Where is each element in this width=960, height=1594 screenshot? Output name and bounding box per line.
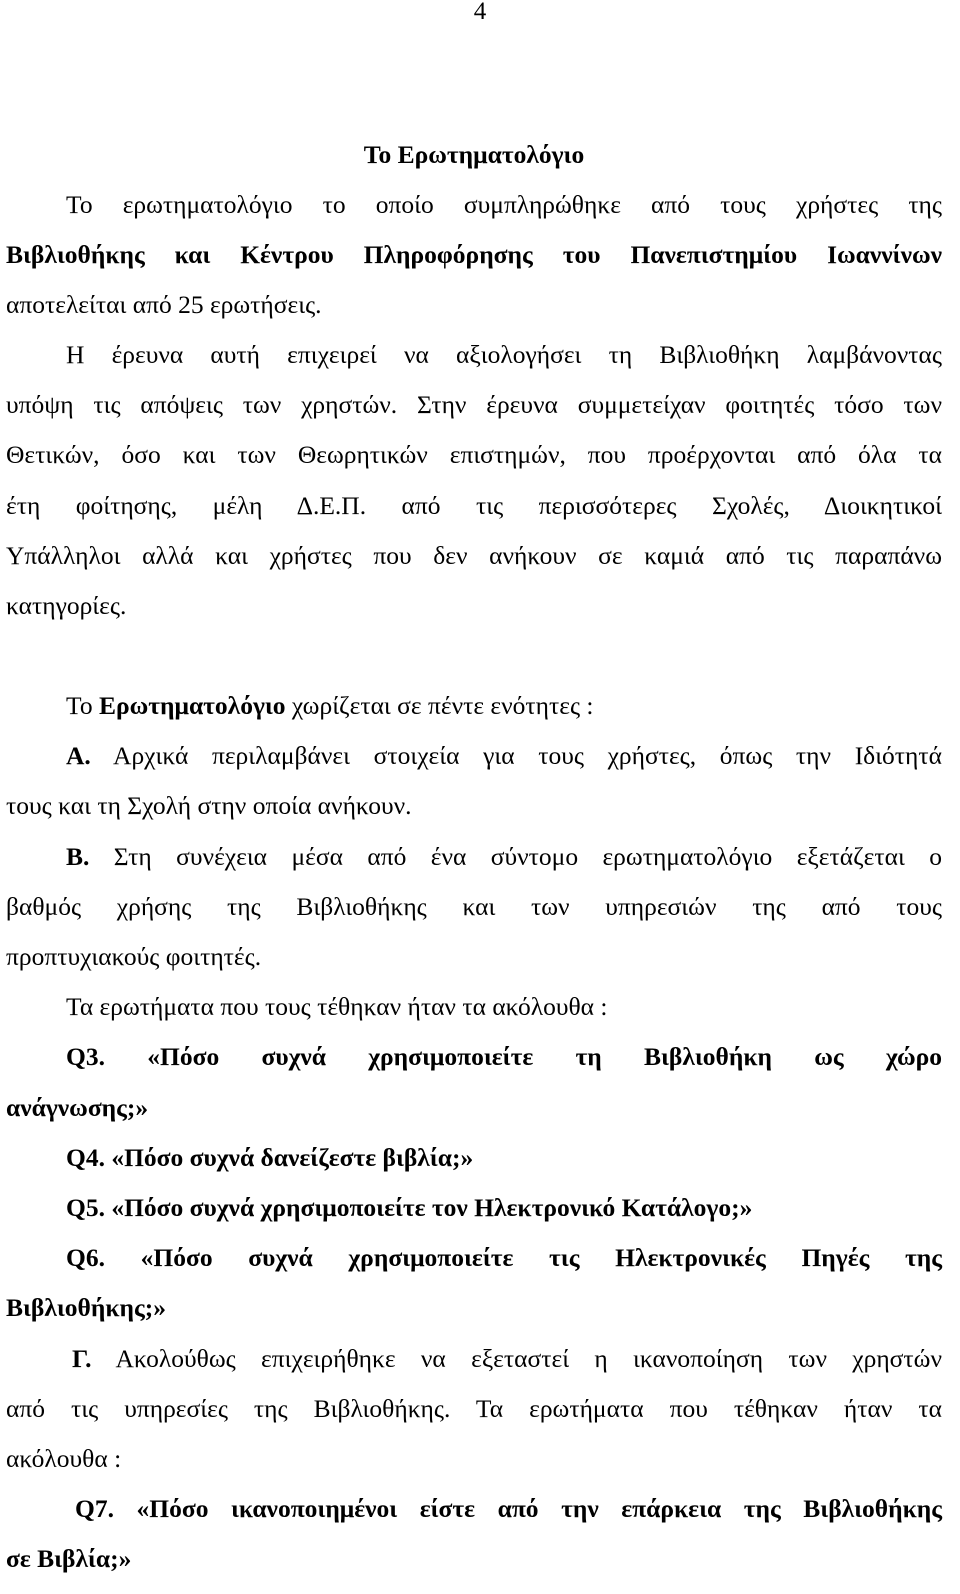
paragraph-line: Η έρευνα αυτή επιχειρεί να αξιολογήσει τη Βιβλιοθήκη λαμβάνοντας bbox=[66, 340, 942, 369]
question-q6: Q6. «Πόσο συχνά χρησιμοποιείτε τις Ηλεκτρονικές Πηγές της bbox=[66, 1243, 942, 1272]
paragraph-line: αποτελείται από 25 ερωτήσεις. bbox=[6, 290, 322, 319]
paragraph-line: προπτυχιακούς φοιτητές. bbox=[6, 942, 262, 971]
question-q7: Q7. «Πόσο ικανοποιημένοι είστε από την επάρκεια της Βιβλιοθήκης bbox=[75, 1494, 942, 1523]
paragraph-line: Βιβλιοθήκης και Κέντρου Πληροφόρησης του Πανεπιστημίου Ιωαννίνων bbox=[6, 240, 942, 269]
paragraph-line: ακόλουθα : bbox=[6, 1444, 122, 1473]
sections-intro bbox=[66, 689, 942, 723]
question-q3: Q3. «Πόσο συχνά χρησιμοποιείτε τη Βιβλιοθήκη ως χώρο bbox=[66, 1042, 942, 1071]
section-g-label: Γ. bbox=[72, 1344, 92, 1373]
section-title: Το Ερωτηματολόγιο bbox=[363, 140, 585, 169]
section-b-line bbox=[66, 840, 942, 874]
sections-intro-post: χωρίζεται σε πέντε ενότητες : bbox=[285, 691, 594, 720]
paragraph-line: από τις υπηρεσίες της Βιβλιοθήκης. Τα ερωτήματα που τέθηκαν ήταν τα bbox=[6, 1394, 942, 1423]
section-g-line bbox=[72, 1342, 942, 1376]
section-a-label: Α. bbox=[66, 741, 91, 770]
paragraph-line: τους και τη Σχολή στην οποία ανήκουν. bbox=[6, 791, 412, 820]
paragraph-line: Τα ερωτήματα που τους τέθηκαν ήταν τα ακόλουθα : bbox=[66, 992, 608, 1021]
question-q4: Q4. «Πόσο συχνά δανείζεστε βιβλία;» bbox=[66, 1143, 474, 1172]
page-number: 4 bbox=[473, 0, 487, 25]
paragraph-line: κατηγορίες. bbox=[6, 591, 127, 620]
question-q5: Q5. «Πόσο συχνά χρησιμοποιείτε τον Ηλεκτρονικό Κατάλογο;» bbox=[66, 1193, 753, 1222]
paragraph-line: Το ερωτηματολόγιο το οποίο συμπληρώθηκε από τους χρήστες της bbox=[66, 190, 942, 219]
section-a-line bbox=[66, 739, 942, 773]
paragraph-line: Υπάλληλοι αλλά και χρήστες που δεν ανήκουν σε καμιά από τις παραπάνω bbox=[6, 541, 942, 570]
paragraph-line: Θετικών, όσο και των Θεωρητικών επιστημών, που προέρχονται από όλα τα bbox=[6, 440, 942, 469]
question-q3-cont: ανάγνωσης;» bbox=[6, 1093, 149, 1122]
question-q7-cont: σε Βιβλία;» bbox=[6, 1544, 132, 1573]
paragraph-line: υπόψη τις απόψεις των χρηστών. Στην έρευνα συμμετείχαν φοιτητές τόσο των bbox=[6, 390, 942, 419]
section-a-text: Αρχικά περιλαμβάνει στοιχεία για τους χρήστες, όπως την Ιδιότητά bbox=[90, 741, 942, 770]
sections-intro-bold: Ερωτηματολόγιο bbox=[98, 691, 286, 720]
sections-intro-pre: Το bbox=[66, 691, 99, 720]
paragraph-line: βαθμός χρήσης της Βιβλιοθήκης και των υπηρεσιών της από τους bbox=[6, 892, 942, 921]
paragraph-line: έτη φοίτησης, μέλη Δ.Ε.Π. από τις περισσότερες Σχολές, Διοικητικοί bbox=[6, 491, 942, 520]
section-b-text: Στη συνέχεια μέσα από ένα σύντομο ερωτηματολόγιο εξετάζεται ο bbox=[89, 842, 942, 871]
section-b-label: Β. bbox=[66, 842, 90, 871]
section-g-text: Ακολούθως επιχειρήθηκε να εξεταστεί η ικανοποίηση των χρηστών bbox=[91, 1344, 942, 1373]
question-q6-cont: Βιβλιοθήκης;» bbox=[6, 1293, 166, 1322]
